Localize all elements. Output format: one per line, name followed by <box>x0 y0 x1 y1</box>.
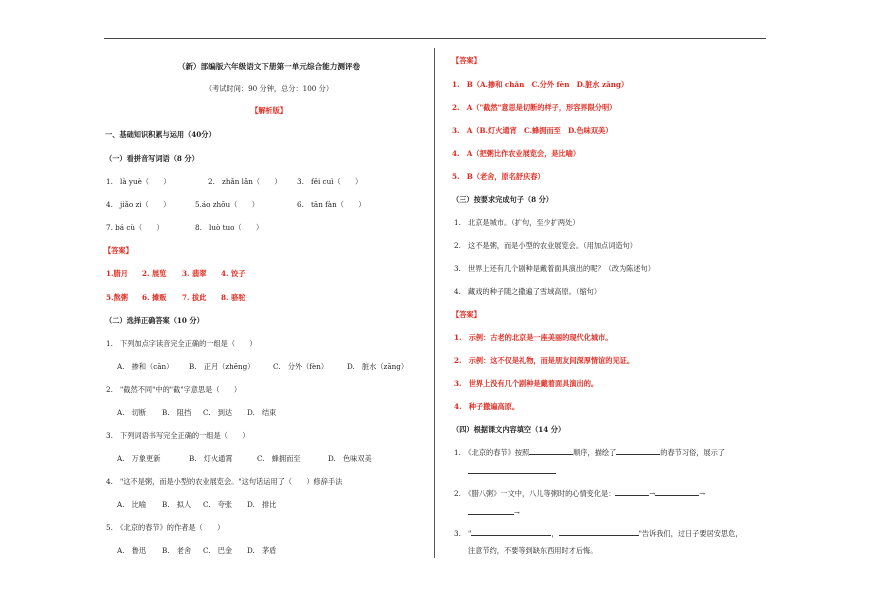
answer-blank[interactable] <box>529 447 573 455</box>
answer-item: 1. 示例：古老的北京是一座美丽的现代化城市。 <box>454 333 613 342</box>
answer-item: 3. 世界上没有几个剧种是戴着面具演出的。 <box>454 379 599 388</box>
option: D. 茅盾 <box>247 546 277 555</box>
question-text: "告诉我们，过日子要居安思危， <box>638 529 743 538</box>
option: B. 灯火通霄 <box>189 454 233 463</box>
answer-item: 7. 拔此 <box>182 293 207 302</box>
part-heading: （四）根据课文内容填空（14 分） <box>452 425 566 434</box>
answer-blank[interactable] <box>468 507 514 515</box>
question: 3. 下列词语书写完全正确的一组是（ ） <box>106 431 250 440</box>
option: A. 切断 <box>117 408 147 417</box>
question-text: 顺序，描绘了 <box>573 448 617 457</box>
part-heading: （二）选择正确答案（10 分） <box>105 316 204 325</box>
pinyin-item: 5.áo zhōu（ ） <box>195 200 259 209</box>
pinyin-item: 4. jiǎo zi（ ） <box>106 200 171 209</box>
fill-question <box>454 528 743 538</box>
option: A. 鲁迅 <box>117 546 147 555</box>
answer-item: 5.熬粥 <box>106 293 128 302</box>
option: C. 蜂拥而至 <box>257 454 301 463</box>
answer-blank[interactable] <box>468 466 556 474</box>
option: C. 巴金 <box>203 546 233 555</box>
question: 4. 藏戏的种子随之撒遍了雪域高原。（缩句） <box>454 287 602 296</box>
option: D. 结束 <box>247 408 277 417</box>
part-heading: （三）按要求完成句子（8 分） <box>452 195 553 204</box>
header-rule <box>104 38 766 39</box>
arrow-icon: → <box>649 490 656 498</box>
option: D. 色味双美 <box>328 454 372 463</box>
question: 3. 世界上还有几个剧种是戴着面具演出的呢？（改为陈述句） <box>454 264 655 273</box>
answer-item: 6. 摊贩 <box>142 293 167 302</box>
option: A. 万象更新 <box>117 454 161 463</box>
answer-blank[interactable] <box>616 447 660 455</box>
question-text: 3. " <box>454 529 472 538</box>
pinyin-item: 2. zhǎn lǎn（ ） <box>208 177 282 186</box>
option: C. 夸张 <box>203 500 233 509</box>
answer-item: 2. A（"截然"意思是切断的样子，形容界限分明） <box>452 103 617 112</box>
option: D. 排比 <box>247 500 277 509</box>
pinyin-item: 7. bá cù（ ） <box>106 223 164 232</box>
fill-question <box>454 447 725 457</box>
answer-label: 【答案】 <box>452 310 481 319</box>
answer-item: 8. 骆驼 <box>221 293 246 302</box>
answer-item: 2. 示例：这不仅是礼物，而是朋友间深厚情谊的见证。 <box>454 356 635 365</box>
option: B. 正月（zhēng） <box>189 362 255 371</box>
arrow-icon: → <box>699 490 706 498</box>
answer-blank[interactable] <box>655 488 699 496</box>
question: 5. 《北京的春节》的作者是（ ） <box>106 523 225 532</box>
option: A. 比喻 <box>117 500 147 509</box>
pinyin-item: 8. luò tuo（ ） <box>195 223 264 232</box>
question: 2. "截然不同"中的"截"字意思是（ ） <box>106 385 242 394</box>
answer-blank[interactable] <box>615 488 649 496</box>
question-text: 的春节习俗，展示了 <box>660 448 725 457</box>
part-heading: （一）看拼音写词语（8 分） <box>105 154 199 163</box>
option: C. 到达 <box>203 408 233 417</box>
question-text: 注意节约，不要等到缺东西用时才后悔。 <box>468 546 598 555</box>
question-text: 2. 《腊八粥》一文中，八儿等粥时的心情变化是： <box>454 489 616 498</box>
answer-blank[interactable] <box>471 528 551 536</box>
answer-label: 【答案】 <box>104 246 133 255</box>
arrow-icon: → <box>514 509 520 517</box>
question-text: ， <box>551 529 559 538</box>
pinyin-item: 6. tān fàn（ ） <box>297 200 366 209</box>
section-heading: 一、基础知识积累与运用（40分） <box>105 130 216 139</box>
answer-blank[interactable] <box>559 528 639 536</box>
answer-item: 4. 种子撒遍高原。 <box>454 402 520 411</box>
answer-item: 4. 饺子 <box>221 269 246 278</box>
fill-question-cont <box>468 507 520 518</box>
answer-label: 【答案】 <box>452 56 481 65</box>
option: A. 掺和（cān） <box>117 362 174 371</box>
exam-info: （考试时间：90 分钟，总分：100 分） <box>204 84 334 93</box>
column-divider <box>434 48 435 558</box>
option: D. 脏水（zāng） <box>347 362 409 371</box>
answer-item: 3. 翡翠 <box>182 269 207 278</box>
option: B. 阻挡 <box>162 408 192 417</box>
fill-question <box>454 488 705 499</box>
answer-item: 4. A（把粥比作农业展览会，是比喻） <box>452 149 581 158</box>
option: B. 拟人 <box>162 500 192 509</box>
question: 1. 下列加点字读音完全正确的一组是（ ） <box>106 339 257 348</box>
option: B. 老舍 <box>162 546 192 555</box>
page-title: （新）部编版六年级语文下册第一单元综合能力测评卷 <box>177 62 361 71</box>
pinyin-item: 1. là yuè（ ） <box>106 177 171 186</box>
question: 2. 这不是粥，而是小型的农业展览会。（用加点词造句） <box>454 241 637 250</box>
question: 4. "这不是粥，而是小型的农业展览会。"这句话运用了（ ）修辞手法 <box>106 477 343 486</box>
fill-question-cont <box>468 466 556 476</box>
option: C. 分外（fèn） <box>273 362 329 371</box>
answer-item: 3. A（B.灯火通宵 C.蜂拥而至 D.色味双美） <box>452 126 613 135</box>
edition-badge: 【解析版】 <box>251 106 287 115</box>
question-text: 1. 《北京的春节》按照 <box>454 448 530 457</box>
answer-item: 2. 展览 <box>142 269 167 278</box>
answer-item: 1.腊月 <box>106 269 128 278</box>
pinyin-item: 3. fěi cuì（ ） <box>297 177 363 186</box>
question: 1. 北京是城市。（扩句，至少扩两处） <box>454 218 580 227</box>
answer-item: 5. B（老舍，原名舒庆春） <box>452 172 545 181</box>
answer-item: 1. B（A.掺和 chān C.分外 fèn D.脏水 zāng） <box>452 80 629 89</box>
